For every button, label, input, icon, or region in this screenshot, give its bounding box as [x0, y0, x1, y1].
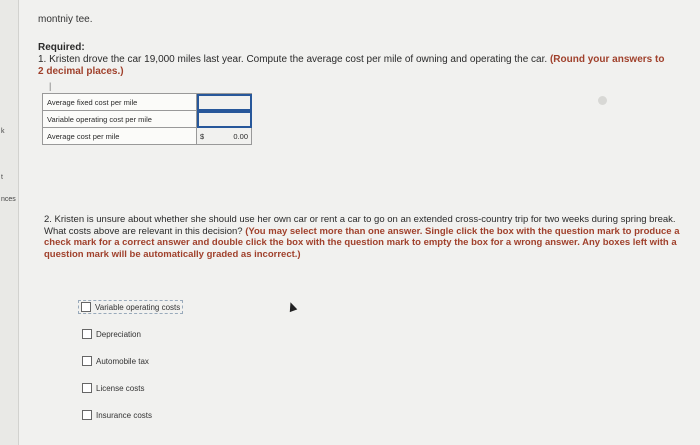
sidebar-edge: [0, 0, 19, 445]
mouse-cursor-icon: [287, 301, 298, 312]
answer-cell[interactable]: [197, 94, 252, 111]
text-caret-icon: |: [49, 81, 52, 91]
sidebar-fragment: t: [1, 174, 3, 181]
option-depreciation[interactable]: [82, 329, 141, 339]
question-2: [44, 214, 692, 260]
question-2-text: 2. Kristen is unsure about whether she should use her own car or rent a car to go on an extended cross-country trip for two weeks during spring break. What costs above are relevant in this decision?: [44, 214, 676, 237]
fixed-cost-input[interactable]: [197, 95, 251, 109]
option-insurance-costs[interactable]: [82, 410, 152, 420]
sidebar-fragment: k: [1, 128, 5, 135]
table-row: [43, 94, 252, 111]
checkbox[interactable]: [81, 302, 91, 312]
answer-table: [42, 93, 252, 145]
answer-cell[interactable]: [197, 111, 252, 128]
option-variable-operating-costs[interactable]: [78, 300, 183, 314]
checkbox[interactable]: [82, 410, 92, 420]
required-heading: Required:: [38, 42, 85, 53]
row-label: Average cost per mile: [43, 128, 197, 145]
row-label: Average fixed cost per mile: [43, 94, 197, 111]
variable-cost-input[interactable]: [197, 112, 251, 126]
option-license-costs[interactable]: [82, 383, 144, 393]
row-label: Variable operating cost per mile: [43, 111, 197, 128]
checkbox[interactable]: [82, 383, 92, 393]
total-cell: [197, 128, 252, 145]
table-row: [43, 111, 252, 128]
option-label: License costs: [96, 383, 145, 393]
table-row: [43, 128, 252, 145]
question-1: [38, 54, 668, 78]
average-cost-value: 0.00: [233, 131, 248, 141]
checkbox[interactable]: [82, 356, 92, 366]
checkbox[interactable]: [82, 329, 92, 339]
truncated-text: montniy tee.: [38, 14, 93, 25]
option-label: Depreciation: [96, 329, 141, 339]
option-label: Variable operating costs: [95, 302, 181, 312]
option-label: Insurance costs: [96, 410, 153, 420]
sidebar-fragment: nces: [1, 196, 16, 203]
question-1-instruction: (Round your answers to 2 decimal places.): [38, 54, 665, 77]
question-1-text: 1. Kristen drove the car 19,000 miles last year. Compute the average cost per mile of owning and operating the car.: [38, 54, 548, 65]
option-automobile-tax[interactable]: [82, 356, 149, 366]
loading-dot-icon: [598, 96, 607, 105]
currency-symbol: $: [200, 131, 205, 141]
question-2-instruction: (You may select more than one answer. Single click the box with the question mark to produce a check mark for a correct answer and double click the box with the question mark to empty the box for a wrong answer. Any boxes left with a question mark will be automatically graded as incorrect.): [44, 225, 680, 260]
option-label: Automobile tax: [96, 356, 149, 366]
